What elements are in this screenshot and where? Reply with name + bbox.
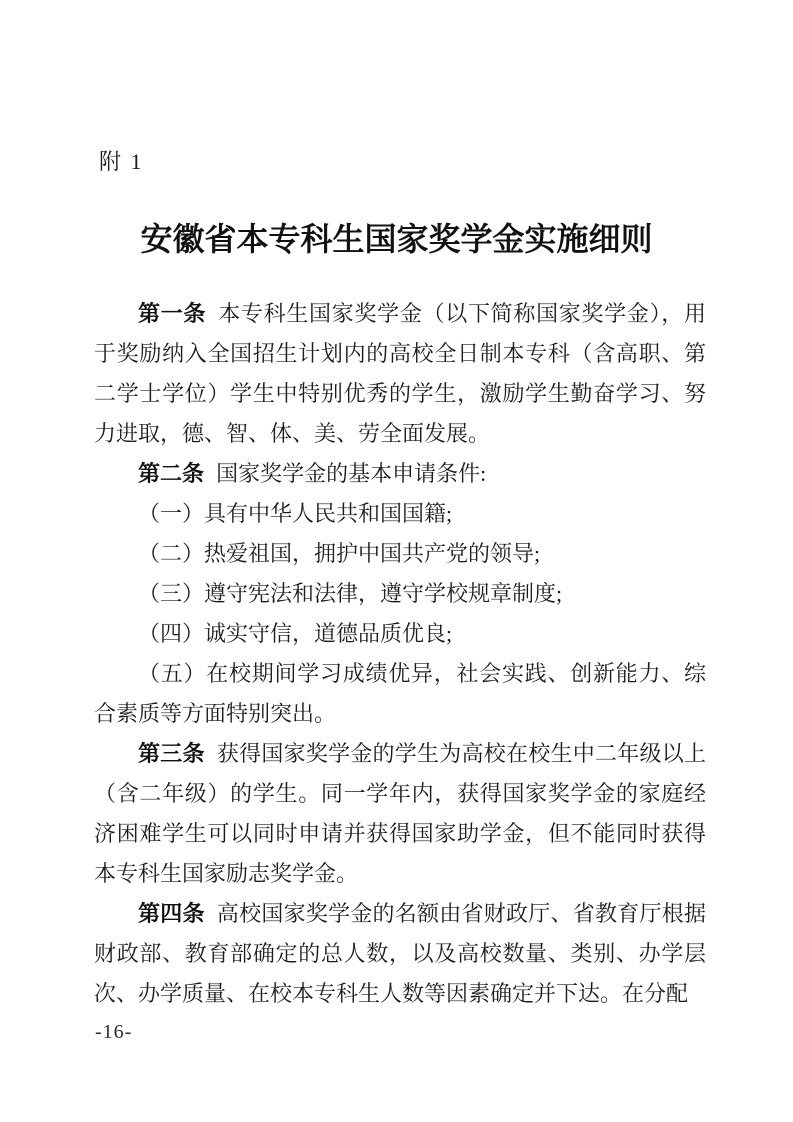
article-paragraph — [94, 454, 706, 494]
list-item-text: （三）遵守宪法和法律，遵守学校规章制度; — [138, 581, 563, 606]
article-paragraph — [94, 734, 706, 894]
attachment-label: 附 1 — [99, 149, 144, 174]
list-item-text: （二）热爱祖国，拥护中国共产党的领导; — [138, 541, 541, 566]
list-item — [94, 494, 706, 534]
list-item — [94, 534, 706, 574]
article-text: 获得国家奖学金的学生为高校在校生中二年级以上（含二年级）的学生。同一学年内，获得国家奖学金的家庭经济困难学生可以同时申请并获得国家助学金，但不能同时获得本专科生国家励志奖学金。 — [94, 741, 706, 886]
article-number: 第二条 — [138, 461, 205, 486]
article-paragraph — [94, 294, 706, 454]
article-number: 第一条 — [138, 301, 207, 326]
list-item — [94, 574, 706, 614]
list-item — [94, 654, 706, 734]
list-item-text: （一）具有中华人民共和国国籍; — [138, 501, 453, 526]
article-text: 高校国家奖学金的名额由省财政厅、省教育厅根据财政部、教育部确定的总人数，以及高校数量、类别、办学层次、办学质量、在校本专科生人数等因素确定并下达。在分配 — [94, 901, 706, 1006]
article-number: 第四条 — [138, 901, 205, 926]
document-body — [94, 294, 706, 1014]
article-text: 国家奖学金的基本申请条件: — [216, 461, 487, 486]
page-number: -16- — [95, 1021, 133, 1043]
list-item — [94, 614, 706, 654]
article-paragraph — [94, 894, 706, 1014]
article-number: 第三条 — [138, 741, 205, 766]
article-text: 本专科生国家奖学金（以下简称国家奖学金），用于奖励纳入全国招生计划内的高校全日制本专科（含高职、第二学士学位）学生中特别优秀的学生，激励学生勤奋学习、努力进取，德、智、体、美、劳全面发展。 — [94, 301, 706, 446]
list-item-text: （五）在校期间学习成绩优异，社会实践、创新能力、综合素质等方面特别突出。 — [94, 661, 706, 726]
document-title: 安徽省本专科生国家奖学金实施细则 — [140, 221, 653, 257]
list-item-text: （四）诚实守信，道德品质优良; — [138, 621, 453, 646]
